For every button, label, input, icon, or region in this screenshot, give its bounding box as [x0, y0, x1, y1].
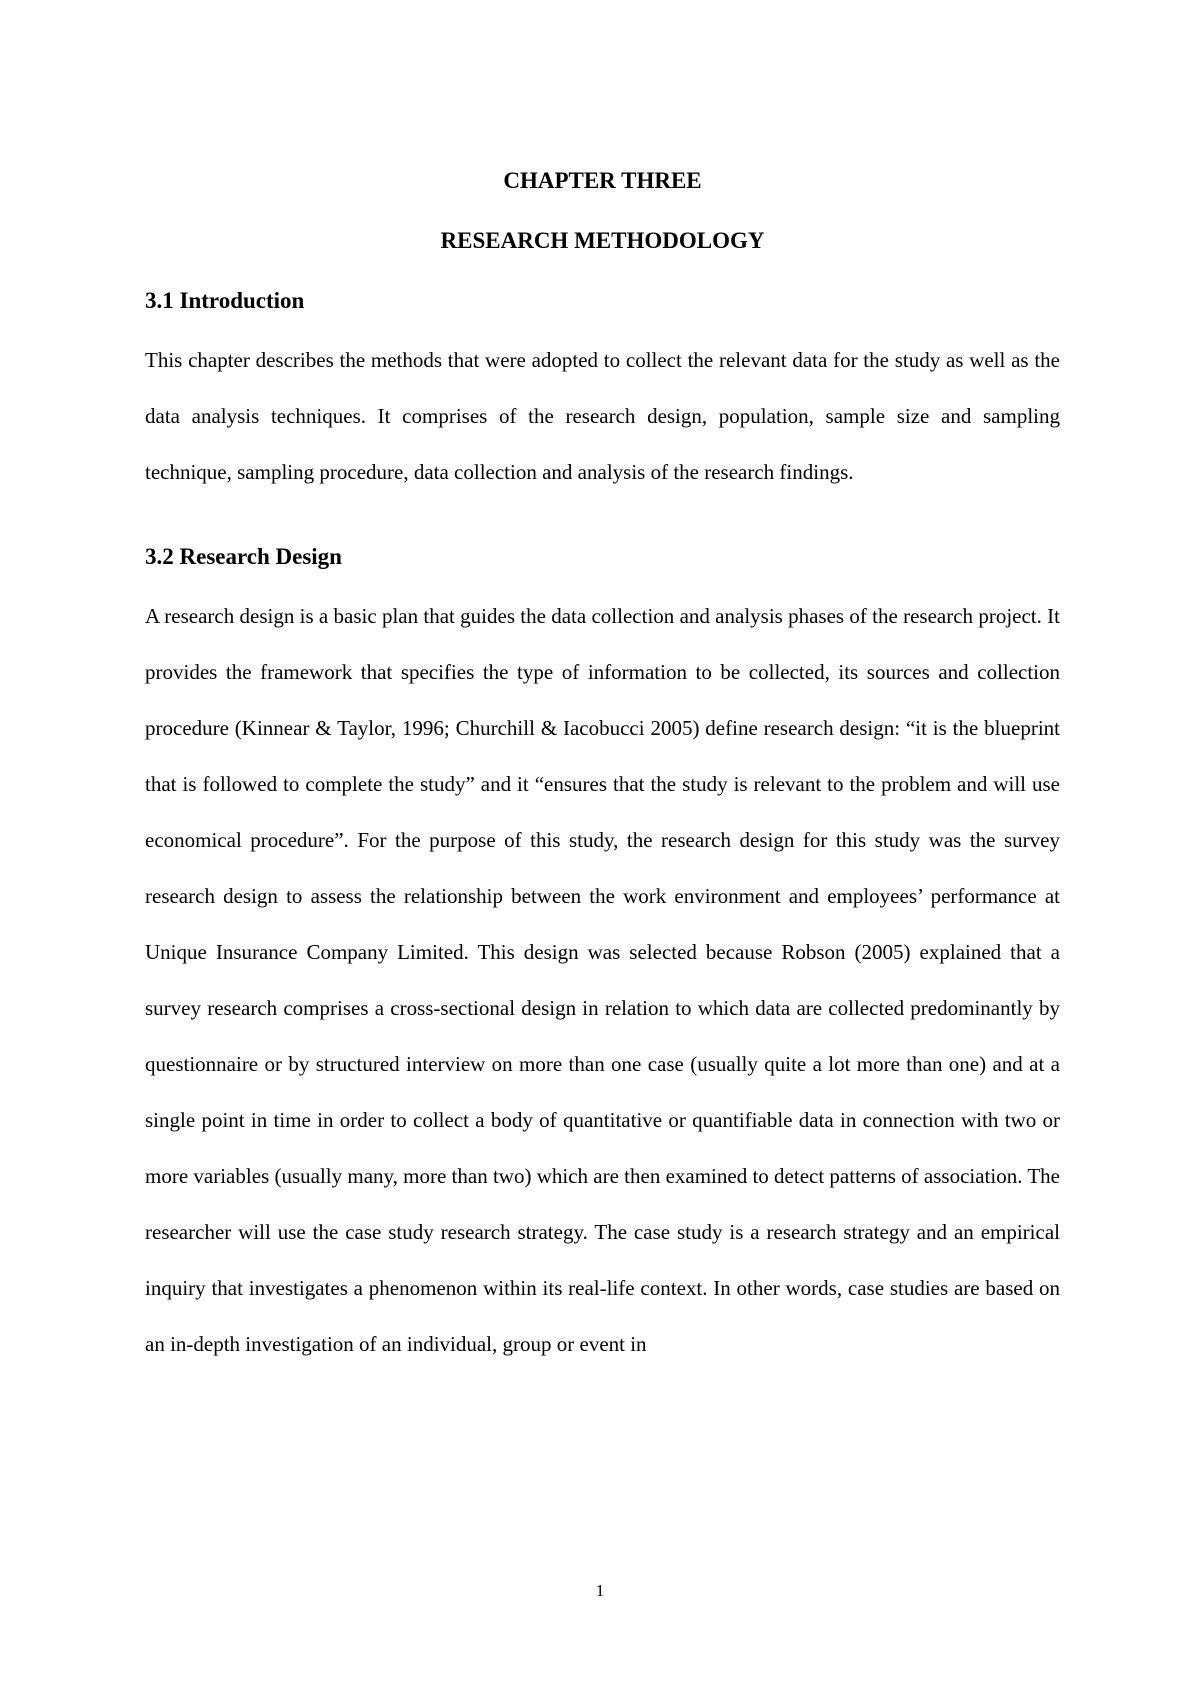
research-design-paragraph: A research design is a basic plan that guides the data collection and analysis phases of the research project. It provides the framework that specifies the type of information to be collected, its sources and collection procedure (Kinnear & Taylor, 1996; Churchill & Iacobucci 2005) define research design: “it is the blueprint that is followed to complete the study” and it “ensures that the study is relevant to the problem and will use economical procedure”. For the purpose of this study, the research design for this study was the survey research design to assess the relationship between the work environment and employees’ performance at Unique Insurance Company Limited. This design was selected because Robson (2005) explained that a survey research comprises a cross-sectional design in relation to which data are collected predominantly by questionnaire or by structured interview on more than one case (usually quite a lot more than one) and at a single point in time in order to collect a body of quantitative or quantifiable data in connection with two or more variables (usually many, more than two) which are then examined to detect patterns of association. The researcher will use the case study research strategy. The case study is a research strategy and an empirical inquiry that investigates a phenomenon within its real-life context. In other words, case studies are based on an in-depth investigation of an individual, group or event in — [145, 604, 1060, 1356]
introduction-paragraph: This chapter describes the methods that were adopted to collect the relevant data for the study as well as the data analysis techniques. It comprises of the research design, population, sample size and sampling technique, sampling procedure, data collection and analysis of the research findings. — [145, 348, 1060, 484]
section-heading-introduction: 3.1 Introduction — [145, 288, 305, 313]
chapter-title: CHAPTER THREE — [503, 168, 702, 193]
chapter-subtitle: RESEARCH METHODOLOGY — [440, 228, 765, 253]
section-heading-research-design: 3.2 Research Design — [145, 544, 342, 569]
page-content — [145, 166, 1060, 1372]
page-number: 1 — [595, 1581, 605, 1600]
